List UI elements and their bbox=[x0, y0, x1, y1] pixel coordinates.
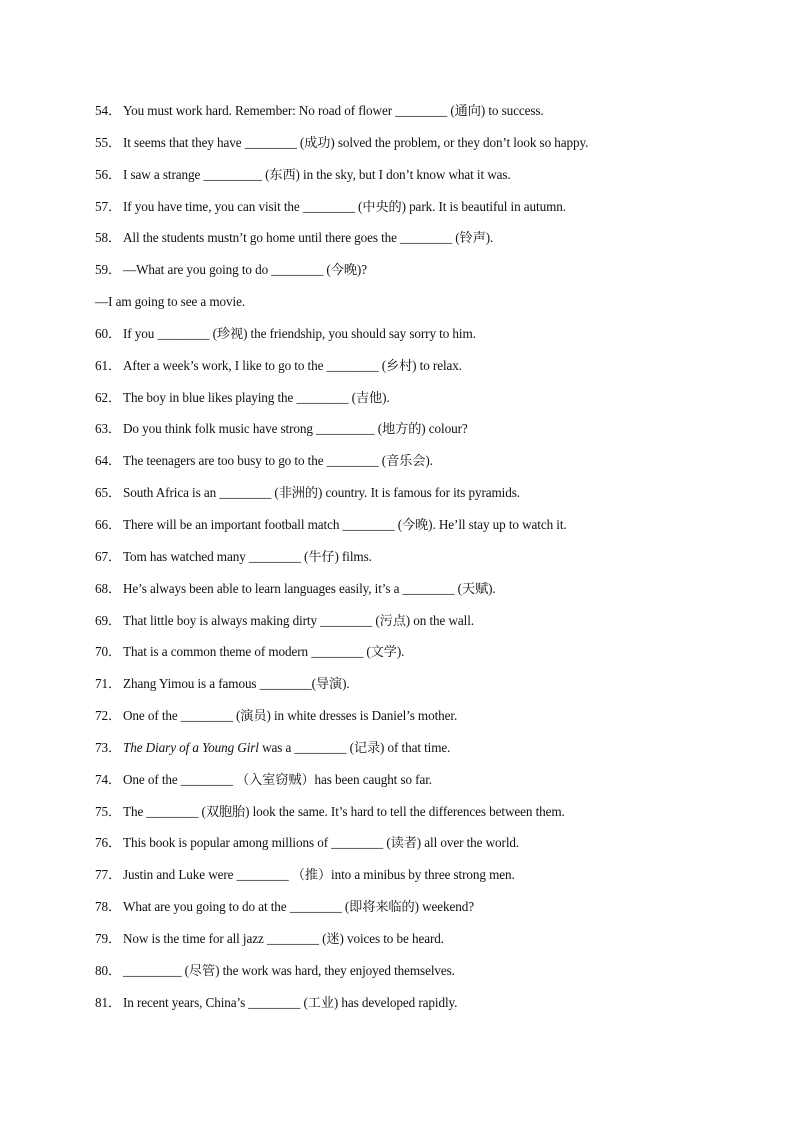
question-line-71 bbox=[95, 673, 735, 705]
question-number: 79． bbox=[95, 930, 122, 946]
question-number: 61． bbox=[95, 357, 122, 373]
question-line-56 bbox=[95, 164, 735, 196]
question-number: 75． bbox=[95, 803, 122, 819]
question-number: 73． bbox=[95, 739, 122, 755]
question-text: _________ (尽管) the work was hard, they enjoyed themselves. bbox=[123, 962, 455, 978]
question-text: Zhang Yimou is a famous ________(导演). bbox=[123, 676, 350, 692]
question-line-66 bbox=[95, 514, 735, 546]
question-number: 55． bbox=[95, 134, 122, 150]
question-number: 64． bbox=[95, 453, 122, 469]
question-line-55 bbox=[95, 132, 735, 164]
question-line-77 bbox=[95, 864, 735, 896]
question-text: What are you going to do at the ________ (即将来临的) weekend? bbox=[123, 899, 475, 915]
question-number: 72． bbox=[95, 708, 122, 724]
question-number: 77． bbox=[95, 867, 122, 883]
question-number: 69． bbox=[95, 612, 122, 628]
question-number: 66． bbox=[95, 516, 122, 532]
question-line-81 bbox=[95, 992, 735, 1024]
question-text: In recent years, China’s ________ (工业) has developed rapidly. bbox=[123, 994, 458, 1010]
question-number: 59． bbox=[95, 262, 122, 278]
question-text: Do you think folk music have strong _________ (地方的) colour? bbox=[123, 421, 468, 437]
question-text: That is a common theme of modern ________ (文学). bbox=[123, 644, 405, 660]
question-line-64 bbox=[95, 450, 735, 482]
question-number: 67． bbox=[95, 548, 122, 564]
question-text: Now is the time for all jazz ________ (迷) voices to be heard. bbox=[123, 930, 444, 946]
question-text: —I am going to see a movie. bbox=[95, 294, 246, 310]
question-line-69 bbox=[95, 610, 735, 642]
question-line-54 bbox=[95, 100, 735, 132]
question-number: 81． bbox=[95, 994, 122, 1010]
question-line-67 bbox=[95, 546, 735, 578]
question-line-57 bbox=[95, 196, 735, 228]
question-line-80 bbox=[95, 960, 735, 992]
question-text: Justin and Luke were ________ （推）into a minibus by three strong men. bbox=[123, 867, 515, 883]
book-title: The Diary of a Young Girl bbox=[123, 739, 259, 755]
question-number: 62． bbox=[95, 389, 122, 405]
question-text: All the students mustn’t go home until there goes the ________ (铃声). bbox=[123, 230, 494, 246]
question-number: 70． bbox=[95, 644, 122, 660]
question-number: 74． bbox=[95, 771, 122, 787]
question-line-78 bbox=[95, 896, 735, 928]
question-text: —What are you going to do ________ (今晚)? bbox=[123, 262, 367, 278]
question-text: After a week’s work, I like to go to the ________ (乡村) to relax. bbox=[123, 357, 462, 373]
question-text: If you ________ (珍视) the friendship, you should say sorry to him. bbox=[123, 325, 476, 341]
question-line-62 bbox=[95, 387, 735, 419]
question-text: I saw a strange _________ (东西) in the sky, but I don’t know what it was. bbox=[123, 166, 511, 182]
question-text: Tom has watched many ________ (牛仔) films. bbox=[123, 548, 372, 564]
question-number: 78． bbox=[95, 899, 122, 915]
question-number: 57． bbox=[95, 198, 122, 214]
question-text: The teenagers are too busy to go to the ________ (音乐会). bbox=[123, 453, 433, 469]
question-text: If you have time, you can visit the ________ (中央的) park. It is beautiful in autumn. bbox=[123, 198, 566, 214]
question-text: The boy in blue likes playing the ________ (吉他). bbox=[123, 389, 390, 405]
question-line-70 bbox=[95, 641, 735, 673]
question-text: South Africa is an ________ (非洲的) country. It is famous for its pyramids. bbox=[123, 485, 520, 501]
question-line-75 bbox=[95, 801, 735, 833]
question-text: The ________ (双胞胎) look the same. It’s hard to tell the differences between them. bbox=[123, 803, 565, 819]
question-line-61 bbox=[95, 355, 735, 387]
question-number: 56． bbox=[95, 166, 122, 182]
question-number: 65． bbox=[95, 485, 122, 501]
question-text: You must work hard. Remember: No road of flower ________ (通向) to success. bbox=[123, 103, 544, 118]
question-text: was a ________ (记录) of that time. bbox=[258, 739, 451, 755]
question-number: 60． bbox=[95, 325, 122, 341]
question-number: 58． bbox=[95, 230, 122, 246]
question-text: He’s always been able to learn languages easily, it’s a ________ (天赋). bbox=[123, 580, 496, 596]
question-line-72 bbox=[95, 705, 735, 737]
question-line-65 bbox=[95, 482, 735, 514]
question-line-63 bbox=[95, 418, 735, 450]
question-text: This book is popular among millions of ________ (读者) all over the world. bbox=[123, 835, 520, 851]
question-number: 63． bbox=[95, 421, 122, 437]
question-line-73 bbox=[95, 737, 735, 769]
question-number: 71． bbox=[95, 676, 122, 692]
question-line-79 bbox=[95, 928, 735, 960]
question-number: 68． bbox=[95, 580, 122, 596]
question-line-74 bbox=[95, 769, 735, 801]
question-text: There will be an important football match ________ (今晚). He’ll stay up to watch it. bbox=[123, 516, 567, 532]
question-line-60 bbox=[95, 323, 735, 355]
question-line-59b bbox=[95, 291, 735, 323]
question-number: 76． bbox=[95, 835, 122, 851]
question-text: One of the ________ （入室窃贼）has been caught so far. bbox=[123, 771, 432, 787]
question-number: 54． bbox=[95, 103, 122, 118]
question-line-58 bbox=[95, 227, 735, 259]
question-text: That little boy is always making dirty ________ (污点) on the wall. bbox=[123, 612, 474, 628]
question-number: 80． bbox=[95, 962, 122, 978]
question-line-68 bbox=[95, 578, 735, 610]
question-text: It seems that they have ________ (成功) solved the problem, or they don’t look so happy. bbox=[123, 134, 589, 150]
question-list bbox=[95, 100, 735, 1023]
question-line-76 bbox=[95, 832, 735, 864]
question-line-59 bbox=[95, 259, 735, 291]
question-text: One of the ________ (演员) in white dresses is Daniel’s mother. bbox=[123, 708, 458, 724]
